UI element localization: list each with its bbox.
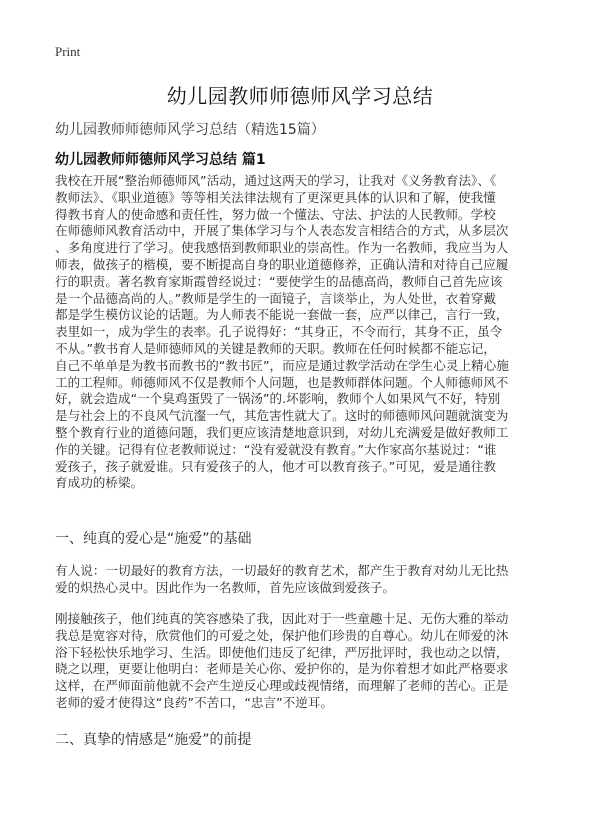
text-line: 得教书育人的使命感和责任性，努力做一个懂法、守法、护法的人民教师。学校	[55, 206, 496, 222]
document-subtitle: 幼儿园教师师德师风学习总结（精选15篇）	[55, 122, 325, 138]
paragraph-3	[55, 611, 555, 712]
text-line: 爱孩子，孩子就爱谁。只有爱孩子的人，他才可以教育孩子。”可见，爱是通往教	[55, 458, 497, 474]
text-line: 整个教育行业的道德问题，我们更应该清楚地意识到，对幼儿充满爱是做好教师工	[55, 424, 509, 440]
text-line: 有人说：一切最好的教育方法，一切最好的教育艺术，都产生于教育对幼儿无比热	[55, 563, 509, 578]
paragraph-2	[55, 563, 555, 597]
document-title: 幼儿园教师师德师风学习总结	[166, 84, 434, 108]
paragraph-1	[55, 173, 555, 492]
text-line: 不从。”教书育人是师德师风的关键是教师的天职。教师在任何时候都不能忘记，	[55, 340, 497, 356]
text-line: 刚接触孩子，他们纯真的笑容感染了我，因此对于一些童趣十足、无伤大雅的举动	[55, 611, 509, 626]
text-line: 我校在开展“整治师德师风”活动，通过这两天的学习，让我对《义务教育法》、《	[55, 173, 497, 188]
heading-one: 一、纯真的爱心是“施爱”的基础	[55, 531, 252, 547]
text-line: 老师的爱才使得这“良药”不苦口，“忠言”不逆耳。	[55, 694, 333, 710]
text-line: 自己不单单是为教书而教书的“教书匠”，而应是通过教学活动在学生心灵上精心施	[55, 357, 509, 373]
text-line: 在师德师风教育活动中，开展了集体学习与个人表态发言相结合的方式，从多层次	[55, 223, 509, 239]
text-line: 都是学生模仿议论的话题。为人师表不能说一套做一套，应严以律己，言行一致，	[55, 307, 509, 323]
text-line: 好，就会造成“一个臭鸡蛋毁了一锅汤”的.坏影响，教师个人如果风气不好，特别	[55, 391, 501, 407]
text-line: 晓之以理，更要让他明白：老师是关心你、爱护你的，是为你着想才如此严格要求	[55, 661, 509, 677]
text-line: 师表，做孩子的楷模，要不断提高自身的职业道德修养，正确认清和对待自己应履	[55, 256, 509, 272]
text-line: 育成功的桥梁。	[55, 475, 144, 491]
text-line: 行的职责。著名教育家斯霞曾经说过：“要使学生的品德高尚，教师自己首先应该	[55, 273, 503, 289]
heading-two: 二、真挚的情感是“施爱”的前提	[55, 732, 252, 748]
text-line: 爱的炽热心灵中。因此作为一名教师，首先应该做到爱孩子。	[55, 579, 396, 595]
text-line: 这样，在严师面前他就不会产生逆反心理或歧视情绪，而理解了老师的苦心。正是	[55, 678, 509, 694]
text-line: 浴下轻松快乐地学习、生活。即使他们违反了纪律，严厉批评时，我也动之以情，	[55, 644, 509, 660]
section-heading: 幼儿园教师师德师风学习总结 篇1	[55, 152, 266, 168]
text-line: 工的工程师。师德师风不仅是教师个人问题，也是教师群体问题。个人师德师风不	[55, 374, 509, 390]
text-line: 、多角度进行了学习。使我感悟到教师职业的崇高性。作为一名教师，我应当为人	[55, 240, 509, 256]
text-line: 是与社会上的不良风气沆瀣一气，其危害性就大了。这时的师德师风问题就演变为	[55, 408, 509, 424]
text-line: 作的关键。记得有位老教师说过：“没有爱就没有教育。”大作家高尔基说过：“谁	[55, 441, 497, 457]
print-link[interactable]: Print	[55, 44, 81, 59]
text-line: 是一个品德高尚的人。”教师是学生的一面镜子，言谈举止，为人处世，衣着穿戴	[55, 290, 497, 306]
text-line: 我总是宽容对待，欣赏他们的可爱之处，保护他们珍贵的自尊心。幼儿在师爱的沐	[55, 627, 509, 643]
text-line: 教师法》、《职业道德》等等相关法律法规有了更深更具体的认识和了解，使我懂	[55, 189, 496, 205]
text-line: 表里如一，成为学生的表率。孔子说得好：“其身正，不令而行，其身不正，虽令	[55, 324, 503, 340]
